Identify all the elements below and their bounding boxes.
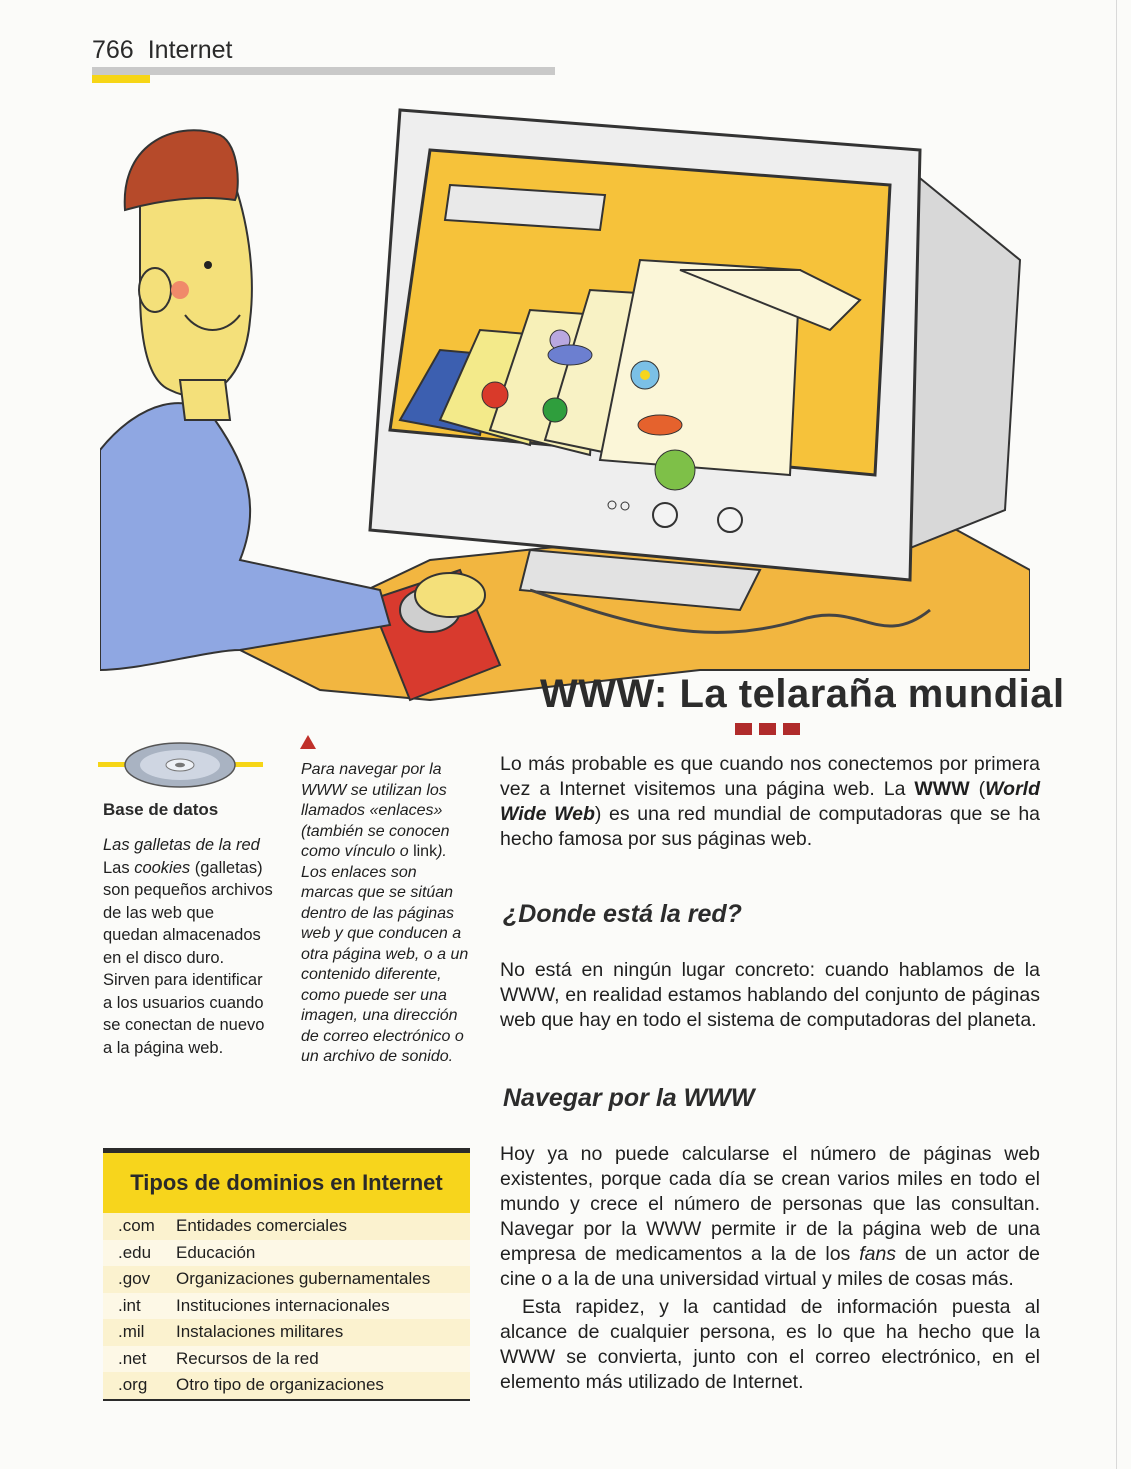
table-row: .net Recursos de la red	[103, 1346, 470, 1373]
illustration-caption: Para navegar por la WWW se utilizan los llamados «enlaces» (también se conocen como vínculo o link). Los enlaces son marcas que se sitúan dentro de las páginas web y que conducen a otra página web, o a un contenido diferente, como puede ser una imagen, una dirección de correo electrónico o un archivo de sonido.	[301, 761, 469, 1065]
sidebar-subtitle: Las galletas de la red	[103, 836, 260, 854]
table-row: .edu Educación	[103, 1240, 470, 1267]
page-header	[92, 36, 233, 65]
table-row: .mil Instalaciones militares	[103, 1319, 470, 1346]
navegar-paragraph-1: Hoy ya no puede calcularse el número de páginas web existentes, porque cada día se crean varios miles en todo el mundo y crece el número de personas que las consultan. Navegar por la WWW permite ir de la página web de una empresa de medicamentos a la de los fans de un actor de cine o a la de una universidad virtual y miles de cosas más.	[500, 1143, 1040, 1290]
domains-table-title: Tipos de dominios en Internet	[103, 1153, 470, 1213]
person-at-computer-illustration	[100, 90, 1030, 730]
sidebar-text: Las cookies (galletas) son pequeños archivos de las web que quedan almacenados en el disco duro. Sirven para identificar a los usuarios cuando se conectan de nuevo a la página web.	[103, 858, 273, 1057]
section-text-donde: No está en ningún lugar concreto: cuando hablamos de la WWW, en realidad estamos hablando del conjunto de páginas web que hay en todo el sistema de computadoras del planeta.	[500, 959, 1040, 1031]
table-row: .int Instituciones internacionales	[103, 1293, 470, 1320]
table-row: .com Entidades comerciales	[103, 1213, 470, 1240]
section-heading-navegar: Navegar por la WWW	[503, 1084, 755, 1112]
domains-table	[103, 1148, 470, 1401]
domains-table-body	[103, 1213, 470, 1399]
header-accent-bar	[92, 75, 150, 83]
section-name: Internet	[147, 36, 233, 64]
page-number: 766	[92, 36, 134, 64]
cd-disc-icon	[98, 735, 263, 795]
red-triangle-icon	[300, 735, 316, 749]
article-title: WWW: La telaraña mundial	[540, 672, 1065, 716]
sidebar-title: Base de datos	[103, 800, 219, 819]
table-row: .gov Organizaciones gubernamentales	[103, 1266, 470, 1293]
sidebar-body	[103, 834, 273, 1059]
section-heading-donde: ¿Donde está la red?	[503, 900, 742, 928]
section-text-navegar	[500, 1142, 1040, 1395]
intro-paragraph: Lo más probable es que cuando nos conectemos por primera vez a Internet visitemos una página web. La WWW (World Wide Web) es una red mundial de computadoras que se ha hecho famosa por sus páginas web.	[500, 753, 1041, 850]
header-rule	[92, 67, 555, 75]
page-edge	[1116, 0, 1117, 1469]
table-row: .org Otro tipo de organizaciones	[103, 1372, 470, 1399]
navegar-paragraph-2: Esta rapidez, y la cantidad de información puesta al alcance de cualquier persona, es lo que ha hecho que la WWW se convierta, junto con el correo electrónico, en el elemento más utilizado de Internet.	[500, 1296, 1040, 1393]
title-decoration	[735, 723, 800, 735]
